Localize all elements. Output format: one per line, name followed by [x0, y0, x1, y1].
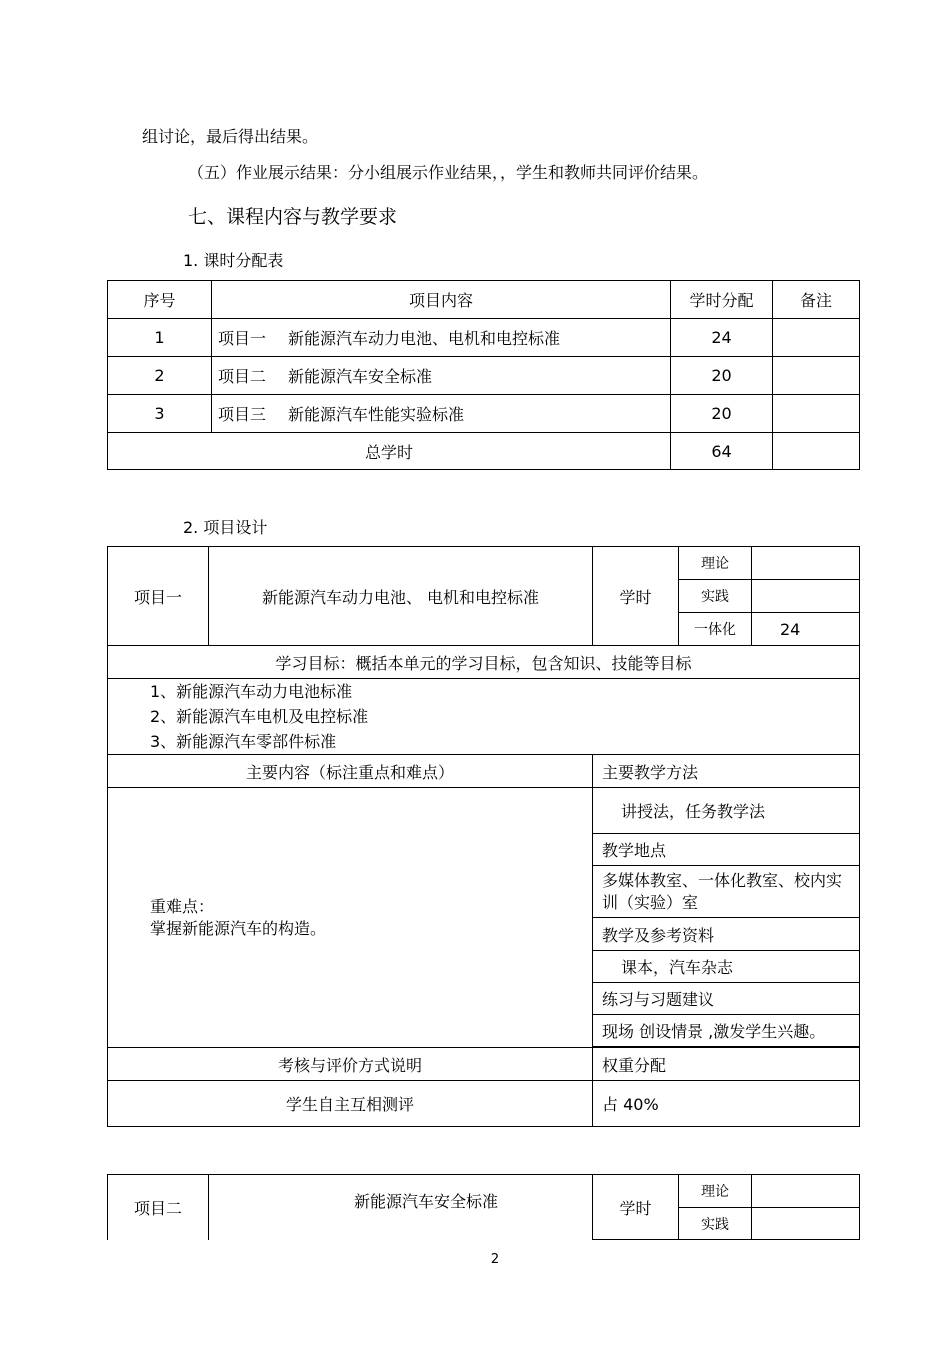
location-value: 多媒体教室、一体化教室、校内实训（实验）室 [593, 866, 860, 918]
integrated-label: 一体化 [679, 613, 752, 646]
assess-header: 考核与评价方式说明 [108, 1048, 593, 1081]
assess-value: 学生自主互相测评 [108, 1081, 593, 1127]
project2-hours-label: 学时 [593, 1175, 679, 1240]
row-content [212, 395, 671, 433]
paragraph-homework-display: （五）作业展示结果：分小组展示作业结果，，学生和教师共同评价结果。 [188, 163, 709, 182]
project2-practice-label: 实践 [679, 1208, 752, 1240]
theory-label: 理论 [679, 547, 752, 580]
integrated-value: 24 [752, 613, 860, 646]
row-content [212, 319, 671, 357]
row-content [212, 357, 671, 395]
project2-practice-value [752, 1208, 860, 1240]
total-hours: 64 [671, 433, 773, 470]
project1-table [107, 546, 860, 1127]
header-hours: 学时分配 [671, 281, 773, 319]
method-header: 主要教学方法 [593, 755, 860, 788]
row-note [773, 319, 860, 357]
project1-name: 新能源汽车动力电池、 电机和电控标准 [209, 547, 593, 646]
table-row [108, 319, 860, 357]
practice-value [752, 580, 860, 613]
goal-item: 1、新能源汽车动力电池标准 [150, 682, 353, 701]
goal-item: 2、新能源汽车电机及电控标准 [150, 707, 369, 726]
project2-theory-value [752, 1175, 860, 1208]
project1-hours-label: 学时 [593, 547, 679, 646]
method-value: 讲授法，任务教学法 [593, 788, 860, 834]
key-points-cell [108, 788, 593, 1048]
exercise-header: 练习与习题建议 [593, 983, 860, 1015]
row-project: 项目二 [218, 367, 267, 386]
reference-header: 教学及参考资料 [593, 918, 860, 951]
subsection-design-title: 2. 项目设计 [183, 518, 268, 537]
hours-table [107, 280, 860, 470]
header-note: 备注 [773, 281, 860, 319]
row-no: 3 [108, 395, 212, 433]
content-header: 主要内容（标注重点和难点） [108, 755, 593, 788]
goals-list [108, 679, 860, 755]
goal-header: 学习目标：概括本单元的学习目标，包含知识、技能等目标 [108, 646, 860, 679]
theory-value [752, 547, 860, 580]
key-text: 掌握新能源汽车的构造。 [150, 918, 327, 938]
row-project: 项目三 [218, 405, 267, 424]
header-content: 项目内容 [212, 281, 671, 319]
total-note [773, 433, 860, 470]
row-note [773, 395, 860, 433]
location-header: 教学地点 [593, 834, 860, 866]
exercise-value: 现场 创设情景 ,激发学生兴趣。 [593, 1015, 860, 1047]
row-hours: 20 [671, 395, 773, 433]
project2-theory-label: 理论 [679, 1175, 752, 1208]
reference-value: 课本，汽车杂志 [593, 951, 860, 983]
row-name: 新能源汽车安全标准 [288, 367, 433, 386]
practice-label: 实践 [679, 580, 752, 613]
section-title: 七、课程内容与教学要求 [188, 206, 398, 228]
row-name: 新能源汽车性能实验标准 [288, 405, 465, 424]
weight-header: 权重分配 [593, 1048, 860, 1081]
weight-value: 占 40% [593, 1081, 860, 1127]
subsection-hours-title: 1. 课时分配表 [183, 251, 284, 270]
goal-item: 3、新能源汽车零部件标准 [150, 732, 337, 751]
project2-label: 项目二 [108, 1175, 209, 1240]
project2-table [107, 1174, 860, 1240]
row-name: 新能源汽车动力电池、电机和电控标准 [288, 329, 561, 348]
paragraph-continuation: 组讨论，最后得出结果。 [142, 127, 319, 146]
project2-name: 新能源汽车安全标准 [209, 1175, 593, 1240]
row-note [773, 357, 860, 395]
table-row [108, 357, 860, 395]
row-no: 2 [108, 357, 212, 395]
table-row [108, 395, 860, 433]
key-label: 重难点： [150, 896, 215, 916]
row-project: 项目一 [218, 329, 267, 348]
row-hours: 24 [671, 319, 773, 357]
project1-label: 项目一 [108, 547, 209, 646]
row-hours: 20 [671, 357, 773, 395]
row-no: 1 [108, 319, 212, 357]
header-no: 序号 [108, 281, 212, 319]
total-row [108, 433, 860, 470]
total-label: 总学时 [108, 433, 671, 470]
page-number: 2 [490, 1252, 500, 1267]
